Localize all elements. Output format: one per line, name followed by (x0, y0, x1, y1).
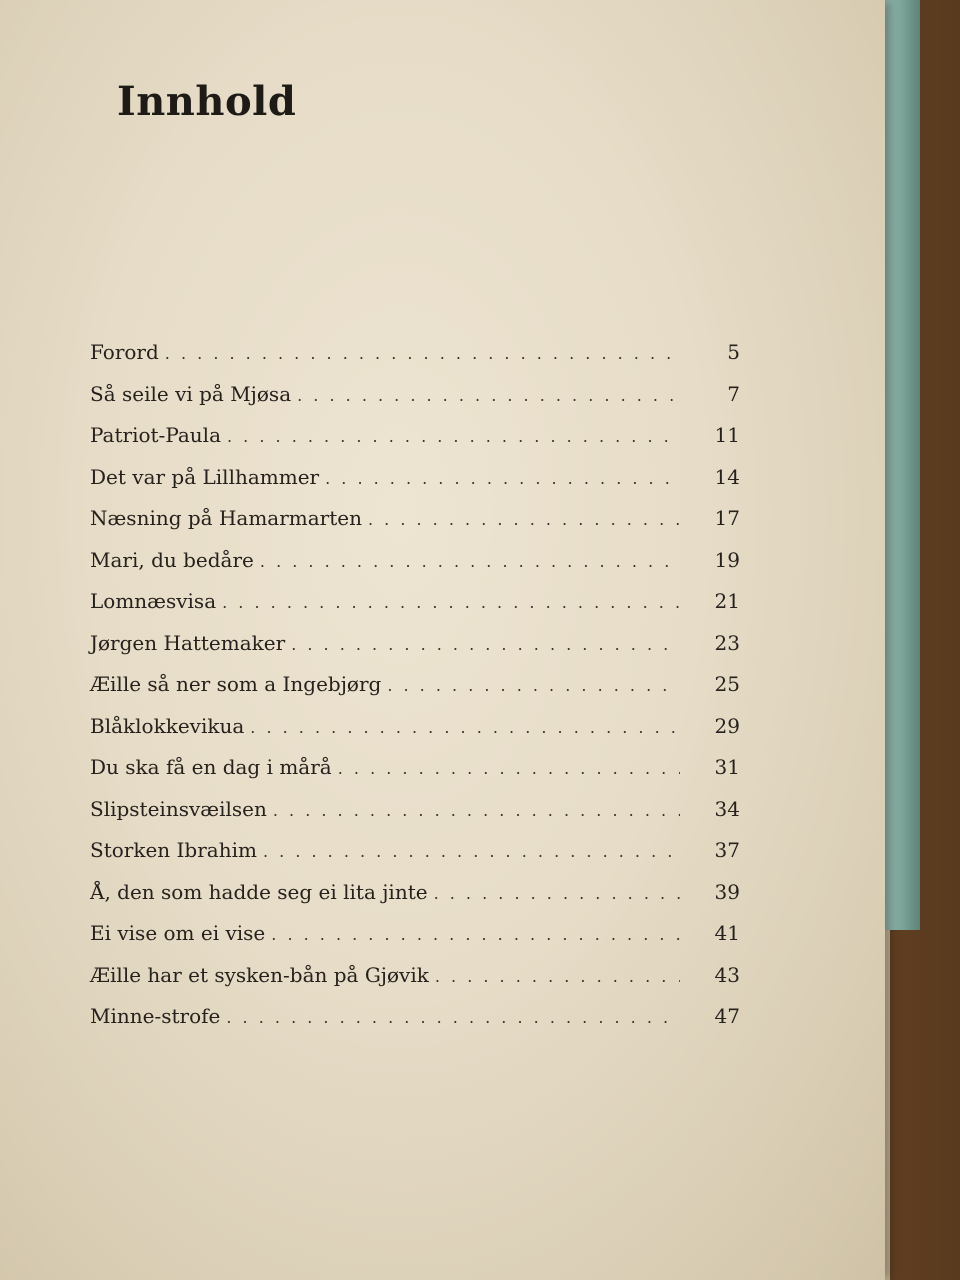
toc-entry-page-number: 34 (714, 796, 740, 821)
toc-entry (90, 423, 740, 465)
toc-entry-leader-dots (227, 427, 680, 446)
toc-entry (90, 797, 740, 839)
toc-entry-leader-dots (165, 344, 680, 363)
toc-entry-title: Æille har et sysken-bån på Gjøvik (90, 962, 429, 987)
toc-entry-leader-dots (250, 718, 680, 737)
toc-entry-leader-dots (434, 884, 680, 903)
toc-entry-title: Lomnæsvisa (90, 589, 217, 613)
toc-entry-leader-dots (271, 925, 680, 944)
toc-entry-title: Minne-strofe (90, 1004, 221, 1028)
toc-entry-title: Blåklokkevikua (90, 713, 245, 738)
toc-entry-title: Forord (90, 340, 159, 364)
toc-entry-leader-dots (263, 842, 680, 861)
toc-entry-leader-dots (226, 1008, 680, 1027)
toc-entry-leader-dots (260, 552, 680, 571)
toc-entry-page-number: 23 (714, 630, 740, 655)
toc-entry-leader-dots (297, 386, 680, 405)
toc-entry (90, 548, 740, 590)
toc-entry-page-number: 7 (727, 381, 740, 406)
toc-entry (90, 506, 740, 548)
toc-entry-title: Du ska få en dag i mårå (90, 755, 332, 779)
toc-entry (90, 838, 740, 880)
toc-entry-title: Det var på Lillhammer (90, 464, 320, 489)
toc-entry (90, 963, 740, 1005)
toc-entry-page-number: 39 (714, 879, 740, 904)
toc-entry-title: Slipsteinsvæilsen (90, 796, 267, 821)
toc-entry-leader-dots (435, 967, 680, 986)
table-of-contents (90, 340, 740, 1046)
toc-entry-page-number: 17 (714, 506, 740, 530)
toc-entry (90, 755, 740, 797)
toc-entry (90, 382, 740, 424)
toc-entry-page-number: 21 (714, 589, 740, 613)
toc-entry-title: Å, den som hadde seg ei lita jinte (90, 879, 428, 904)
toc-entry-leader-dots (291, 635, 680, 654)
toc-entry-page-number: 11 (714, 423, 740, 447)
toc-entry-page-number: 14 (714, 464, 740, 489)
toc-entry-page-number: 43 (714, 962, 740, 987)
toc-entry-leader-dots (387, 676, 680, 695)
toc-entry-page-number: 31 (714, 755, 740, 779)
toc-entry-leader-dots (338, 759, 680, 778)
toc-entry-title: Storken Ibrahim (90, 838, 257, 862)
toc-entry-page-number: 47 (714, 1004, 740, 1028)
toc-entry-page-number: 37 (714, 838, 740, 862)
page-title: Innhold (117, 78, 297, 125)
toc-entry-leader-dots (368, 510, 680, 529)
toc-entry-page-number: 25 (714, 672, 740, 696)
toc-entry-leader-dots (325, 469, 680, 488)
toc-entry-page-number: 5 (727, 340, 740, 364)
toc-entry-title: Mari, du bedåre (90, 547, 254, 572)
toc-entry (90, 921, 740, 963)
toc-entry-title: Patriot-Paula (90, 423, 221, 447)
toc-entry-title: Jørgen Hattemaker (90, 630, 286, 655)
toc-entry-leader-dots (273, 801, 680, 820)
toc-entry (90, 1004, 740, 1046)
toc-entry (90, 672, 740, 714)
book-cover-edge (880, 0, 920, 930)
toc-entry (90, 714, 740, 756)
toc-entry-title: Æille så ner som a Ingebjørg (90, 672, 382, 696)
toc-entry (90, 631, 740, 673)
toc-entry (90, 340, 740, 382)
toc-entry (90, 589, 740, 631)
toc-entry-page-number: 19 (714, 547, 740, 572)
toc-entry-page-number: 41 (714, 921, 740, 945)
toc-entry-title: Ei vise om ei vise (90, 921, 266, 945)
toc-entry-leader-dots (222, 593, 680, 612)
toc-entry-page-number: 29 (714, 713, 740, 738)
toc-entry (90, 880, 740, 922)
toc-entry (90, 465, 740, 507)
toc-entry-title: Næsning på Hamarmarten (90, 506, 362, 530)
toc-entry-title: Så seile vi på Mjøsa (90, 381, 292, 406)
